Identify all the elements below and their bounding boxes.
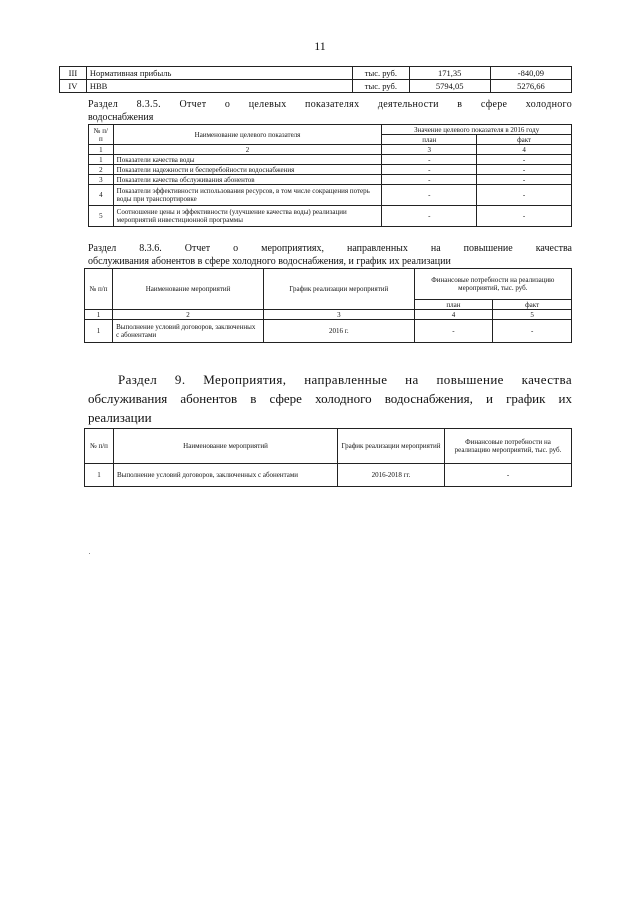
column-index: 4	[477, 145, 572, 155]
column-index: 3	[264, 310, 415, 320]
column-header-fact: факт	[477, 135, 572, 145]
section-835-heading: Раздел 8.3.5. Отчет о целевых показателях деятельности в сфере холодного	[88, 99, 572, 110]
row-fact: -	[477, 206, 572, 227]
column-index: 4	[414, 310, 493, 320]
row-fact: -	[477, 185, 572, 206]
column-header-num: № п/п	[89, 125, 114, 145]
row-plan: -	[382, 185, 477, 206]
column-index: 3	[382, 145, 477, 155]
column-index: 1	[85, 310, 113, 320]
row-number: 1	[89, 155, 114, 165]
table-row	[89, 206, 572, 227]
row-value-1: 5794,05	[409, 80, 490, 93]
row-plan: -	[382, 175, 477, 185]
column-header-financing: Финансовые потребности на реализацию мероприятий, тыс. руб.	[414, 269, 571, 300]
section-836-heading: Раздел 8.3.6. Отчет о мероприятиях, направленных на повышение качества	[88, 243, 572, 254]
row-schedule: 2016 г.	[264, 320, 415, 343]
column-index: 5	[493, 310, 572, 320]
target-indicators-table	[88, 124, 572, 227]
row-financing: -	[445, 464, 572, 487]
row-name: Нормативная прибыль	[86, 67, 352, 80]
row-name: Показатели качества воды	[113, 155, 382, 165]
row-value-1: 171,35	[409, 67, 490, 80]
table-row	[89, 155, 572, 165]
row-number: 4	[89, 185, 114, 206]
row-value-2: -840,09	[490, 67, 571, 80]
section-835-heading-cont: водоснабжения	[88, 112, 154, 123]
row-value-2: 5276,66	[490, 80, 571, 93]
financial-summary-table	[59, 66, 572, 93]
row-number: 5	[89, 206, 114, 227]
table-row	[85, 464, 572, 487]
row-number: IV	[60, 80, 87, 93]
section-9-heading-end: реализации	[88, 410, 152, 425]
row-fact: -	[477, 155, 572, 165]
row-name: Соотношение цены и эффективности (улучшение качества воды) реализации мероприятий инвестиционной программы	[113, 206, 382, 227]
page-number: 11	[314, 39, 326, 53]
row-plan: -	[382, 165, 477, 175]
measures-plan-table	[84, 428, 572, 487]
row-unit: тыс. руб.	[353, 67, 409, 80]
row-number: 3	[89, 175, 114, 185]
row-fact: -	[493, 320, 572, 343]
column-header-name: Наименование мероприятий	[114, 429, 338, 464]
column-header-name: Наименование мероприятий	[113, 269, 264, 310]
row-number: III	[60, 67, 87, 80]
row-schedule: 2016-2018 гг.	[338, 464, 445, 487]
section-836-heading-cont: обслуживания абонентов в сфере холодного водоснабжения, и график их реализации	[88, 256, 451, 267]
row-name: Показатели надежности и бесперебойности водоснабжения	[113, 165, 382, 175]
column-header-num: № п/п	[85, 269, 113, 310]
column-index-row	[89, 145, 572, 155]
row-number: 1	[85, 464, 114, 487]
column-header-schedule: График реализации мероприятий	[338, 429, 445, 464]
row-fact: -	[477, 175, 572, 185]
section-9-heading-cont: обслуживания абонентов в сфере холодного водоснабжения, и график их	[88, 391, 572, 406]
row-plan: -	[414, 320, 493, 343]
row-unit: тыс. руб.	[353, 80, 409, 93]
section-9-heading: Раздел 9. Мероприятия, направленные на повышение качества	[118, 372, 572, 387]
table-row	[85, 320, 572, 343]
table-row	[89, 175, 572, 185]
row-name: Показатели эффективности использования ресурсов, в том числе сокращения потерь воды при транспортировке	[113, 185, 382, 206]
row-name: НВВ	[86, 80, 352, 93]
column-index: 2	[113, 145, 382, 155]
column-index-row	[85, 310, 572, 320]
column-header-name: Наименование целевого показателя	[113, 125, 382, 145]
column-header-schedule: График реализации мероприятий	[264, 269, 415, 310]
row-name: Выполнение условий договоров, заключенных с абонентами	[114, 464, 338, 487]
column-index: 2	[113, 310, 264, 320]
column-header-fact: факт	[493, 300, 572, 310]
scan-speck	[89, 553, 90, 554]
column-header-num: № п/п	[85, 429, 114, 464]
row-number: 2	[89, 165, 114, 175]
column-header-plan: план	[382, 135, 477, 145]
table-row	[89, 165, 572, 175]
table-row	[89, 185, 572, 206]
table-row	[60, 67, 572, 80]
row-plan: -	[382, 206, 477, 227]
measures-report-table	[84, 268, 572, 343]
row-plan: -	[382, 155, 477, 165]
column-header-plan: план	[414, 300, 493, 310]
row-name: Выполнение условий договоров, заключенных с абонентами	[113, 320, 264, 343]
row-number: 1	[85, 320, 113, 343]
column-index: 1	[89, 145, 114, 155]
row-name: Показатели качества обслуживания абонентов	[113, 175, 382, 185]
table-row	[60, 80, 572, 93]
row-fact: -	[477, 165, 572, 175]
column-header-financing: Финансовые потребности на реализацию мероприятий, тыс. руб.	[445, 429, 572, 464]
column-header-value: Значение целевого показателя в 2016 году	[382, 125, 572, 135]
